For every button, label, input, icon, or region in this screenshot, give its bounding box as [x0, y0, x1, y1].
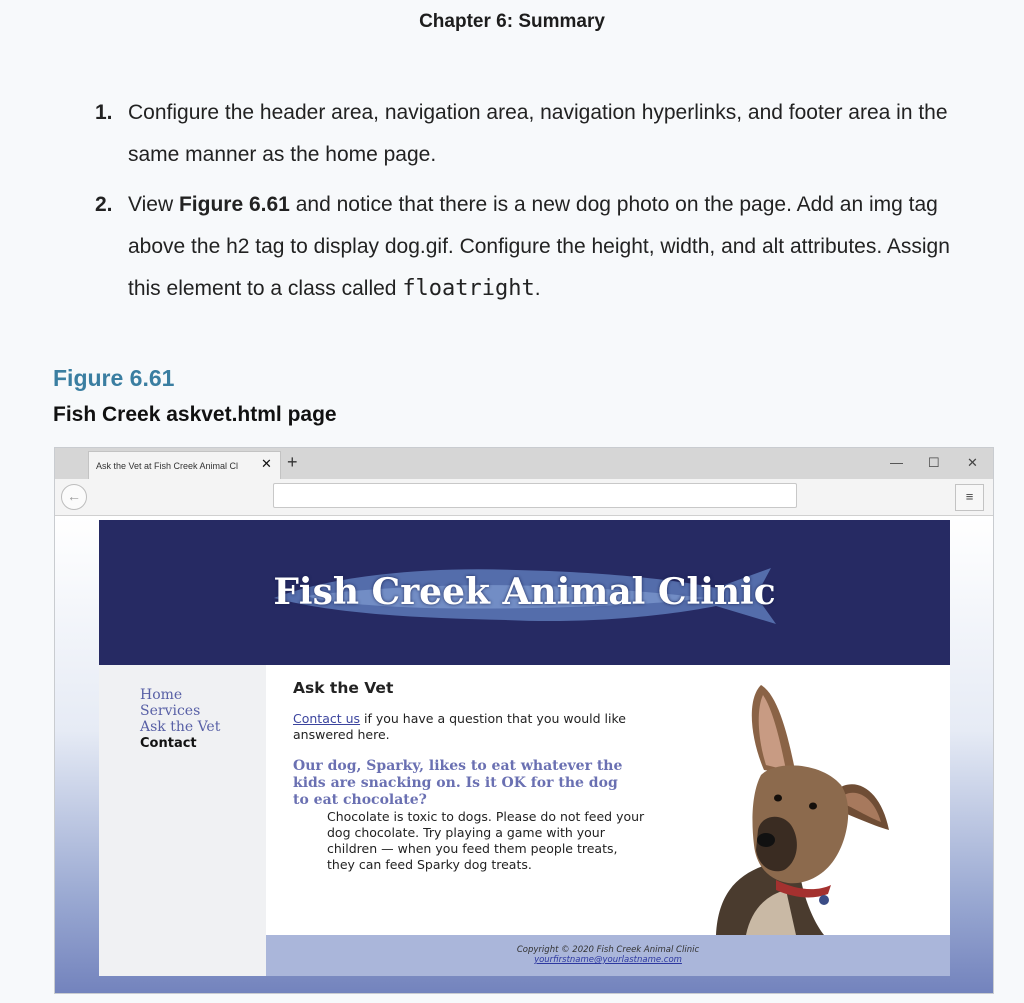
browser-tab[interactable] [88, 451, 281, 479]
figure-label: Figure 6.61 [53, 365, 175, 391]
back-arrow-icon[interactable]: ← [61, 484, 87, 510]
list-item [95, 92, 985, 176]
site-title: Fish Creek Animal Clinic [273, 571, 776, 613]
page-heading: Ask the Vet [293, 679, 394, 697]
site-header [99, 520, 950, 665]
step-number: 2. [95, 193, 113, 216]
nav-item-contact[interactable] [140, 735, 266, 752]
web-page [99, 520, 950, 976]
browser-viewport [55, 516, 993, 993]
main-content [266, 665, 950, 935]
nav-link[interactable]: Services [140, 703, 201, 719]
footer-email-link[interactable]: yourfirstname@yourlastname.com [534, 955, 682, 965]
contact-us-link[interactable]: Contact us [293, 711, 361, 726]
instruction-list [95, 92, 985, 318]
chapter-title: Chapter 6: Summary [419, 11, 605, 32]
step-text-mid: and notice that there is a new dog photo on the page. Add an img tag above the h2 tag to display dog.gif. Configure the height, width, and alt attributes. Assign this element to a class called [128, 193, 950, 300]
tab-close-icon[interactable]: ✕ [261, 456, 272, 471]
footer-copyright: Copyright © 2020 Fish Creek Animal Clinic [516, 945, 700, 955]
window-close-icon[interactable]: ✕ [967, 455, 978, 470]
step-text-pre: View [128, 193, 179, 216]
figure-reference: Figure 6.61 [178, 193, 290, 216]
tab-title: Ask the Vet at Fish Creek Animal Cl [96, 461, 239, 471]
code-classname: floatright [402, 276, 535, 301]
step-number: 1. [95, 101, 113, 124]
address-bar[interactable] [273, 483, 797, 508]
step-text-post: . [534, 277, 541, 300]
dog-photo [706, 680, 906, 935]
minimize-icon[interactable]: — [890, 455, 903, 470]
nav-link[interactable]: Contact [140, 736, 197, 751]
faq-answer: Chocolate is toxic to dogs. Please do not feed your dog chocolate. Try playing a game with your children — when you feed them people treats, they can feed Sparky dog treats. [327, 809, 645, 872]
site-footer [266, 935, 950, 976]
intro-text: if you have a question that you would like answered here. [293, 711, 626, 742]
nav-link[interactable]: Home [140, 687, 183, 703]
new-tab-icon[interactable]: + [287, 452, 298, 472]
site-nav [99, 665, 266, 976]
faq-question: Our dog, Sparky, likes to eat whatever the kids are snacking on. Is it OK for the dog to eat chocolate? [293, 758, 623, 808]
nav-item-ask-the-vet[interactable] [140, 719, 266, 735]
maximize-icon[interactable]: ☐ [928, 455, 940, 470]
hamburger-menu-icon[interactable]: ≡ [955, 484, 984, 511]
step-text: Configure the header area, navigation area, navigation hyperlinks, and footer area in the same manner as the home page. [128, 101, 948, 166]
nav-link[interactable]: Ask the Vet [140, 719, 221, 735]
intro-paragraph [293, 711, 643, 743]
browser-window [54, 447, 994, 994]
nav-item-home[interactable] [140, 687, 266, 703]
list-item [95, 184, 985, 310]
browser-toolbar [55, 479, 993, 516]
figure-caption: Fish Creek askvet.html page [53, 403, 337, 426]
nav-item-services[interactable] [140, 703, 266, 719]
tab-bar [55, 448, 993, 479]
